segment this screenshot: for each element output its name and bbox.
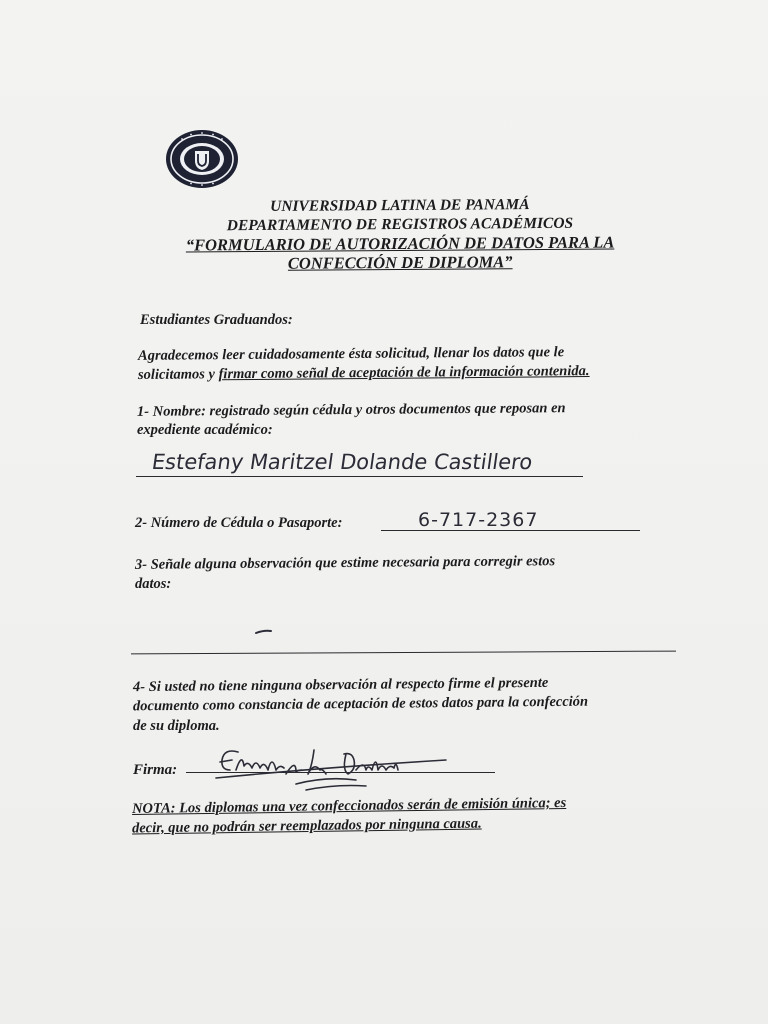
id-value: 6-717-2367 [418, 509, 539, 531]
signature-image [196, 740, 466, 798]
signature-label: Firma: [133, 762, 178, 778]
intro-line1: Agradecemos leer cuidadosamente ésta solicitud, llenar los datos que le [137, 344, 565, 364]
id-line [381, 530, 640, 531]
note-line1: NOTA: Los diplomas una vez confeccionados serán de emisión única; es [131, 794, 567, 818]
form-header [150, 194, 651, 273]
form-title-line1: “FORMULARIO DE AUTORIZACIÓN DE DATOS PARA LA [185, 232, 615, 255]
observation-dash-mark [254, 628, 274, 636]
university-name: UNIVERSIDAD LATINA DE PANAMÁ [270, 196, 530, 215]
department-name: DEPARTAMENTO DE REGISTROS ACADÉMICOS [226, 214, 574, 235]
name-line [136, 476, 583, 477]
greeting: Estudiantes Graduandos: [140, 312, 293, 328]
section4-line1: 4- Si usted no tiene ninguna observación al respecto firme el presente [132, 674, 549, 696]
intro-line2 [138, 361, 590, 385]
intro-line2-underlined: firmar como señal de aceptación de la información contenida. [218, 363, 590, 383]
intro-line2-start: solicitamos y [137, 366, 216, 383]
note-line2: decir, que no podrán ser reemplazados por ninguna causa. [131, 815, 482, 837]
section4-line3: de su diploma. [133, 718, 220, 734]
university-seal-icon [164, 128, 240, 190]
section1-line2: expediente académico: [137, 422, 273, 438]
name-value: Estefany Maritzel Dolande Castillero [150, 450, 534, 474]
id-label: 2- Número de Cédula o Pasaporte: [135, 515, 343, 531]
section4-line2: documento como constancia de aceptación de estos datos para la confección [132, 693, 589, 715]
form-title-line2: CONFECCIÓN DE DIPLOMA” [287, 252, 513, 273]
section3-line2: datos: [135, 576, 172, 592]
observation-line [131, 651, 676, 655]
section1-line1: 1- Nombre: registrado según cédula y otros documentos que reposan en [136, 400, 566, 420]
section3-line1: 3- Señale alguna observación que estime necesaria para corregir estos [134, 553, 556, 573]
